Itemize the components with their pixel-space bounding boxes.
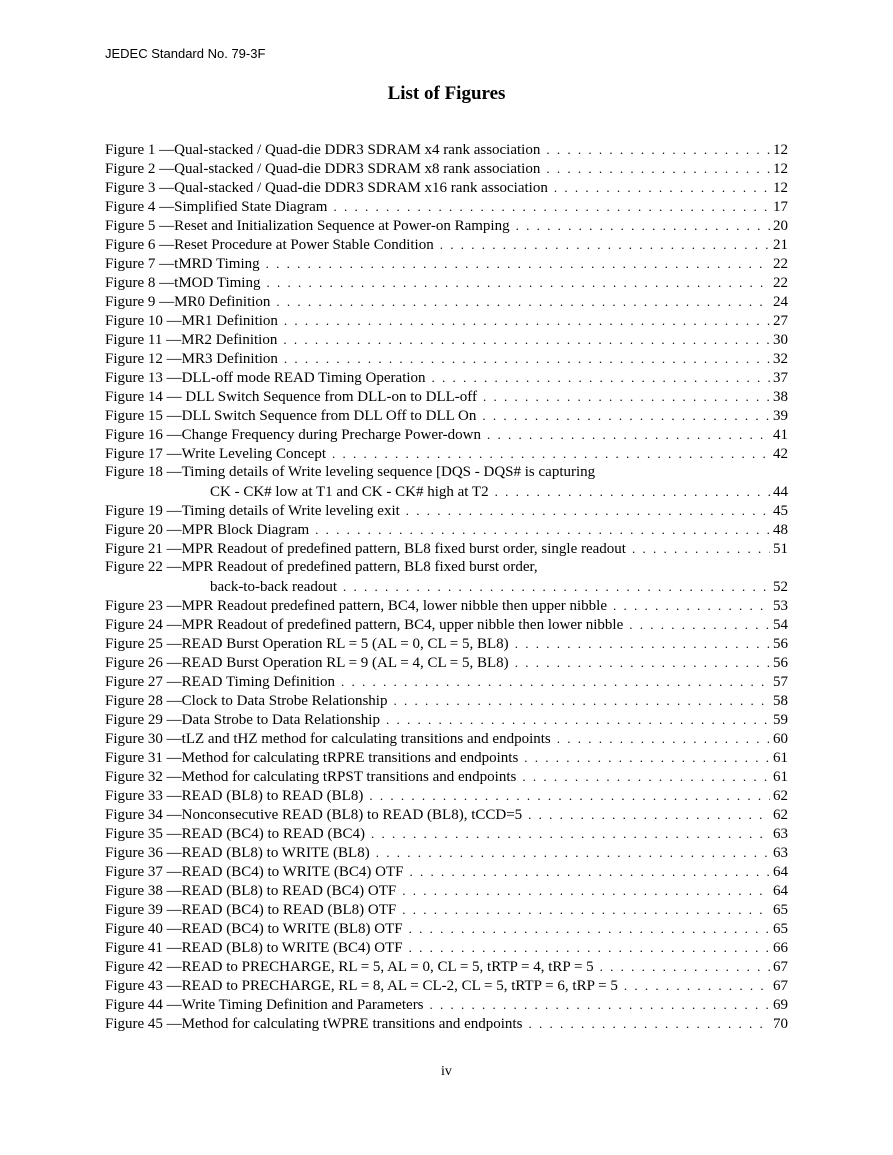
toc-entry-page: 53 — [773, 598, 788, 614]
toc-entry-title: Figure 45 —Method for calculating tWPRE transitions and endpoints — [105, 1016, 523, 1032]
toc-entry-page: 56 — [773, 655, 788, 671]
toc-entry[interactable] — [105, 387, 788, 406]
toc-entry-page: 67 — [773, 959, 788, 975]
toc-entry-title: Figure 4 —Simplified State Diagram — [105, 199, 328, 215]
toc-entry-title: Figure 34 —Nonconsecutive READ (BL8) to READ (BL8), tCCD=5 — [105, 807, 523, 823]
toc-entry[interactable] — [105, 596, 788, 615]
toc-entry[interactable] — [105, 748, 788, 767]
toc-entry[interactable] — [105, 767, 788, 786]
toc-entry-title: Figure 11 —MR2 Definition — [105, 332, 278, 348]
toc-entry[interactable] — [105, 425, 788, 444]
toc-entry-title: Figure 24 —MPR Readout of predefined pattern, BC4, upper nibble then lower nibble — [105, 617, 624, 633]
toc-entry-title: Figure 2 —Qual-stacked / Quad-die DDR3 SDRAM x8 rank association — [105, 161, 541, 177]
dot-leader — [554, 178, 770, 197]
toc-entry-page: 44 — [773, 484, 788, 500]
toc-entry-title: Figure 40 —READ (BC4) to WRITE (BL8) OTF — [105, 921, 403, 937]
toc-entry[interactable] — [105, 368, 788, 387]
toc-entry[interactable] — [105, 292, 788, 311]
toc-entry-page: 65 — [773, 902, 788, 918]
toc-entry-title: Figure 44 —Write Timing Definition and Parameters — [105, 997, 424, 1013]
toc-entry-page: 63 — [773, 826, 788, 842]
toc-entry-page: 45 — [773, 503, 788, 519]
toc-entry-title: Figure 5 —Reset and Initialization Sequence at Power-on Ramping — [105, 218, 510, 234]
toc-entry[interactable] — [105, 995, 788, 1014]
toc-entry-title: Figure 43 —READ to PRECHARGE, RL = 8, AL = CL-2, CL = 5, tRTP = 6, tRP = 5 — [105, 978, 618, 994]
dot-leader — [632, 539, 770, 558]
toc-entry[interactable] — [105, 805, 788, 824]
toc-entry-title: Figure 25 —READ Burst Operation RL = 5 (AL = 0, CL = 5, BL8) — [105, 636, 509, 652]
toc-entry[interactable] — [105, 178, 788, 197]
toc-entry[interactable] — [105, 520, 788, 539]
dot-leader — [283, 330, 770, 349]
toc-entry[interactable] — [105, 216, 788, 235]
toc-entry-page: 56 — [773, 636, 788, 652]
toc-entry[interactable] — [105, 558, 788, 577]
toc-entry[interactable] — [105, 273, 788, 292]
toc-entry[interactable] — [105, 843, 788, 862]
toc-entry[interactable] — [105, 729, 788, 748]
toc-entry-page: 61 — [773, 750, 788, 766]
toc-entry-title: Figure 30 —tLZ and tHZ method for calculating transitions and endpoints — [105, 731, 551, 747]
toc-entry-title: Figure 1 —Qual-stacked / Quad-die DDR3 SDRAM x4 rank association — [105, 142, 541, 158]
toc-entry-title: Figure 3 —Qual-stacked / Quad-die DDR3 SDRAM x16 rank association — [105, 180, 548, 196]
toc-entry-page: 59 — [773, 712, 788, 728]
toc-entry[interactable] — [105, 862, 788, 881]
dot-leader — [629, 615, 770, 634]
dot-leader — [315, 520, 770, 539]
dot-leader — [515, 653, 770, 672]
toc-entry-page: 38 — [773, 389, 788, 405]
dot-leader — [266, 254, 770, 273]
toc-entry-page: 67 — [773, 978, 788, 994]
toc-entry[interactable] — [105, 691, 788, 710]
dot-leader — [546, 140, 770, 159]
toc-entry[interactable] — [105, 786, 788, 805]
toc-entry-title: Figure 8 —tMOD Timing — [105, 275, 261, 291]
toc-entry[interactable] — [105, 330, 788, 349]
dot-leader — [528, 1014, 770, 1033]
toc-entry-page: 60 — [773, 731, 788, 747]
dot-leader — [284, 349, 770, 368]
toc-entry-page: 61 — [773, 769, 788, 785]
toc-entry-page: 37 — [773, 370, 788, 386]
toc-entry-page: 22 — [773, 275, 788, 291]
toc-entry[interactable] — [105, 197, 788, 216]
dot-leader — [266, 273, 770, 292]
dot-leader — [430, 995, 770, 1014]
toc-entry[interactable] — [105, 957, 788, 976]
toc-entry-page: 41 — [773, 427, 788, 443]
toc-entry[interactable] — [105, 938, 788, 957]
toc-entry-page: 70 — [773, 1016, 788, 1032]
toc-entry-continuation[interactable] — [105, 482, 788, 501]
toc-entry[interactable] — [105, 539, 788, 558]
toc-entry-page: 65 — [773, 921, 788, 937]
toc-entry[interactable] — [105, 1014, 788, 1033]
dot-leader — [557, 729, 770, 748]
list-of-figures — [105, 140, 788, 1033]
toc-entry-page: 24 — [773, 294, 788, 310]
toc-entry-title: Figure 10 —MR1 Definition — [105, 313, 278, 329]
toc-entry-title: Figure 42 —READ to PRECHARGE, RL = 5, AL = 0, CL = 5, tRTP = 4, tRP = 5 — [105, 959, 594, 975]
dot-leader — [522, 767, 770, 786]
dot-leader — [332, 444, 770, 463]
toc-entry[interactable] — [105, 881, 788, 900]
toc-entry-page: 57 — [773, 674, 788, 690]
toc-entry-page: 52 — [773, 579, 788, 595]
dot-leader — [276, 292, 770, 311]
toc-entry-title: Figure 37 —READ (BC4) to WRITE (BC4) OTF — [105, 864, 404, 880]
toc-entry-title: Figure 28 —Clock to Data Strobe Relationship — [105, 693, 388, 709]
dot-leader — [613, 596, 770, 615]
dot-leader — [386, 710, 770, 729]
toc-entry[interactable] — [105, 311, 788, 330]
toc-entry-page: 30 — [773, 332, 788, 348]
toc-entry[interactable] — [105, 159, 788, 178]
dot-leader — [402, 881, 770, 900]
toc-entry-page: 51 — [773, 541, 788, 557]
toc-entry-title: Figure 21 —MPR Readout of predefined pattern, BL8 fixed burst order, single readout — [105, 541, 626, 557]
toc-entry-title: Figure 22 —MPR Readout of predefined pattern, BL8 fixed burst order, — [105, 559, 538, 575]
toc-entry-page: 64 — [773, 864, 788, 880]
dot-leader — [528, 805, 770, 824]
toc-entry-page: 12 — [773, 161, 788, 177]
toc-entry-page: 20 — [773, 218, 788, 234]
toc-entry-page: 22 — [773, 256, 788, 272]
dot-leader — [409, 862, 770, 881]
toc-entry-title: Figure 15 —DLL Switch Sequence from DLL Off to DLL On — [105, 408, 477, 424]
toc-entry-title: Figure 23 —MPR Readout predefined pattern, BC4, lower nibble then upper nibble — [105, 598, 607, 614]
dot-leader — [482, 406, 770, 425]
page-title: List of Figures — [387, 83, 506, 104]
toc-entry-page: 62 — [773, 788, 788, 804]
dot-leader — [432, 368, 770, 387]
toc-entry-title: Figure 35 —READ (BC4) to READ (BC4) — [105, 826, 365, 842]
toc-entry[interactable] — [105, 140, 788, 159]
toc-entry-title: Figure 36 —READ (BL8) to WRITE (BL8) — [105, 845, 370, 861]
dot-leader — [440, 235, 770, 254]
toc-entry[interactable] — [105, 406, 788, 425]
toc-entry-title: Figure 12 —MR3 Definition — [105, 351, 278, 367]
toc-entry-page: 48 — [773, 522, 788, 538]
toc-entry-title: Figure 19 —Timing details of Write leveling exit — [105, 503, 400, 519]
dot-leader — [369, 786, 770, 805]
toc-entry-page: 64 — [773, 883, 788, 899]
dot-leader — [487, 425, 770, 444]
toc-entry-page: 62 — [773, 807, 788, 823]
toc-entry[interactable] — [105, 976, 788, 995]
dot-leader — [406, 501, 770, 520]
dot-leader — [376, 843, 770, 862]
toc-entry-page: 32 — [773, 351, 788, 367]
toc-entry-title: Figure 27 —READ Timing Definition — [105, 674, 336, 690]
toc-entry-title: Figure 38 —READ (BL8) to READ (BC4) OTF — [105, 883, 397, 899]
toc-entry-title: Figure 39 —READ (BC4) to READ (BL8) OTF — [105, 902, 397, 918]
dot-leader — [371, 824, 770, 843]
dot-leader — [495, 482, 770, 501]
toc-entry-title: Figure 29 —Data Strobe to Data Relationship — [105, 712, 380, 728]
toc-entry[interactable] — [105, 501, 788, 520]
toc-entry-title: Figure 9 —MR0 Definition — [105, 294, 271, 310]
toc-entry-title: Figure 16 —Change Frequency during Precharge Power-down — [105, 427, 482, 443]
toc-entry-page: 17 — [773, 199, 788, 215]
page-number: iv — [441, 1064, 452, 1079]
dot-leader — [343, 577, 770, 596]
toc-entry-continuation[interactable] — [105, 577, 788, 596]
dot-leader — [341, 672, 770, 691]
toc-entry-title: Figure 41 —READ (BL8) to WRITE (BC4) OTF — [105, 940, 403, 956]
toc-entry-page: 21 — [773, 237, 788, 253]
dot-leader — [524, 748, 770, 767]
dot-leader — [515, 634, 770, 653]
document-header: JEDEC Standard No. 79-3F — [105, 46, 266, 61]
toc-entry-title-continued: back-to-back readout — [210, 579, 338, 595]
toc-entry-title: Figure 6 —Reset Procedure at Power Stable Condition — [105, 237, 434, 253]
toc-entry-page: 58 — [773, 693, 788, 709]
toc-entry[interactable] — [105, 900, 788, 919]
toc-entry-title: Figure 17 —Write Leveling Concept — [105, 446, 327, 462]
dot-leader — [600, 957, 770, 976]
toc-entry[interactable] — [105, 615, 788, 634]
toc-entry-title: Figure 20 —MPR Block Diagram — [105, 522, 310, 538]
toc-entry-title: Figure 7 —tMRD Timing — [105, 256, 260, 272]
toc-entry-page: 27 — [773, 313, 788, 329]
toc-entry-page: 66 — [773, 940, 788, 956]
dot-leader — [402, 900, 770, 919]
toc-entry[interactable] — [105, 824, 788, 843]
toc-entry-title: Figure 13 —DLL-off mode READ Timing Operation — [105, 370, 426, 386]
toc-entry-title-continued: CK - CK# low at T1 and CK - CK# high at T2 — [210, 484, 489, 500]
toc-entry-page: 12 — [773, 142, 788, 158]
toc-entry-page: 63 — [773, 845, 788, 861]
toc-entry[interactable] — [105, 444, 788, 463]
dot-leader — [284, 311, 770, 330]
toc-entry[interactable] — [105, 919, 788, 938]
toc-entry-page: 54 — [773, 617, 788, 633]
toc-entry-title: Figure 18 —Timing details of Write leveling sequence [DQS - DQS# is capturing — [105, 464, 596, 480]
toc-entry[interactable] — [105, 653, 788, 672]
dot-leader — [393, 691, 770, 710]
dot-leader — [624, 976, 770, 995]
toc-entry-title: Figure 31 —Method for calculating tRPRE transitions and endpoints — [105, 750, 519, 766]
toc-entry-page: 12 — [773, 180, 788, 196]
toc-entry-title: Figure 14 — DLL Switch Sequence from DLL-on to DLL-off — [105, 389, 478, 405]
dot-leader — [516, 216, 770, 235]
toc-entry-page: 69 — [773, 997, 788, 1013]
toc-entry-title: Figure 26 —READ Burst Operation RL = 9 (AL = 4, CL = 5, BL8) — [105, 655, 509, 671]
toc-entry[interactable] — [105, 463, 788, 482]
toc-entry[interactable] — [105, 634, 788, 653]
dot-leader — [483, 387, 770, 406]
dot-leader — [546, 159, 770, 178]
toc-entry-title: Figure 32 —Method for calculating tRPST transitions and endpoints — [105, 769, 517, 785]
toc-entry[interactable] — [105, 235, 788, 254]
toc-entry-page: 42 — [773, 446, 788, 462]
dot-leader — [333, 197, 770, 216]
toc-entry[interactable] — [105, 710, 788, 729]
toc-entry[interactable] — [105, 672, 788, 691]
toc-entry-page: 39 — [773, 408, 788, 424]
dot-leader — [409, 938, 770, 957]
toc-entry[interactable] — [105, 349, 788, 368]
dot-leader — [409, 919, 770, 938]
toc-entry-title: Figure 33 —READ (BL8) to READ (BL8) — [105, 788, 364, 804]
toc-entry[interactable] — [105, 254, 788, 273]
